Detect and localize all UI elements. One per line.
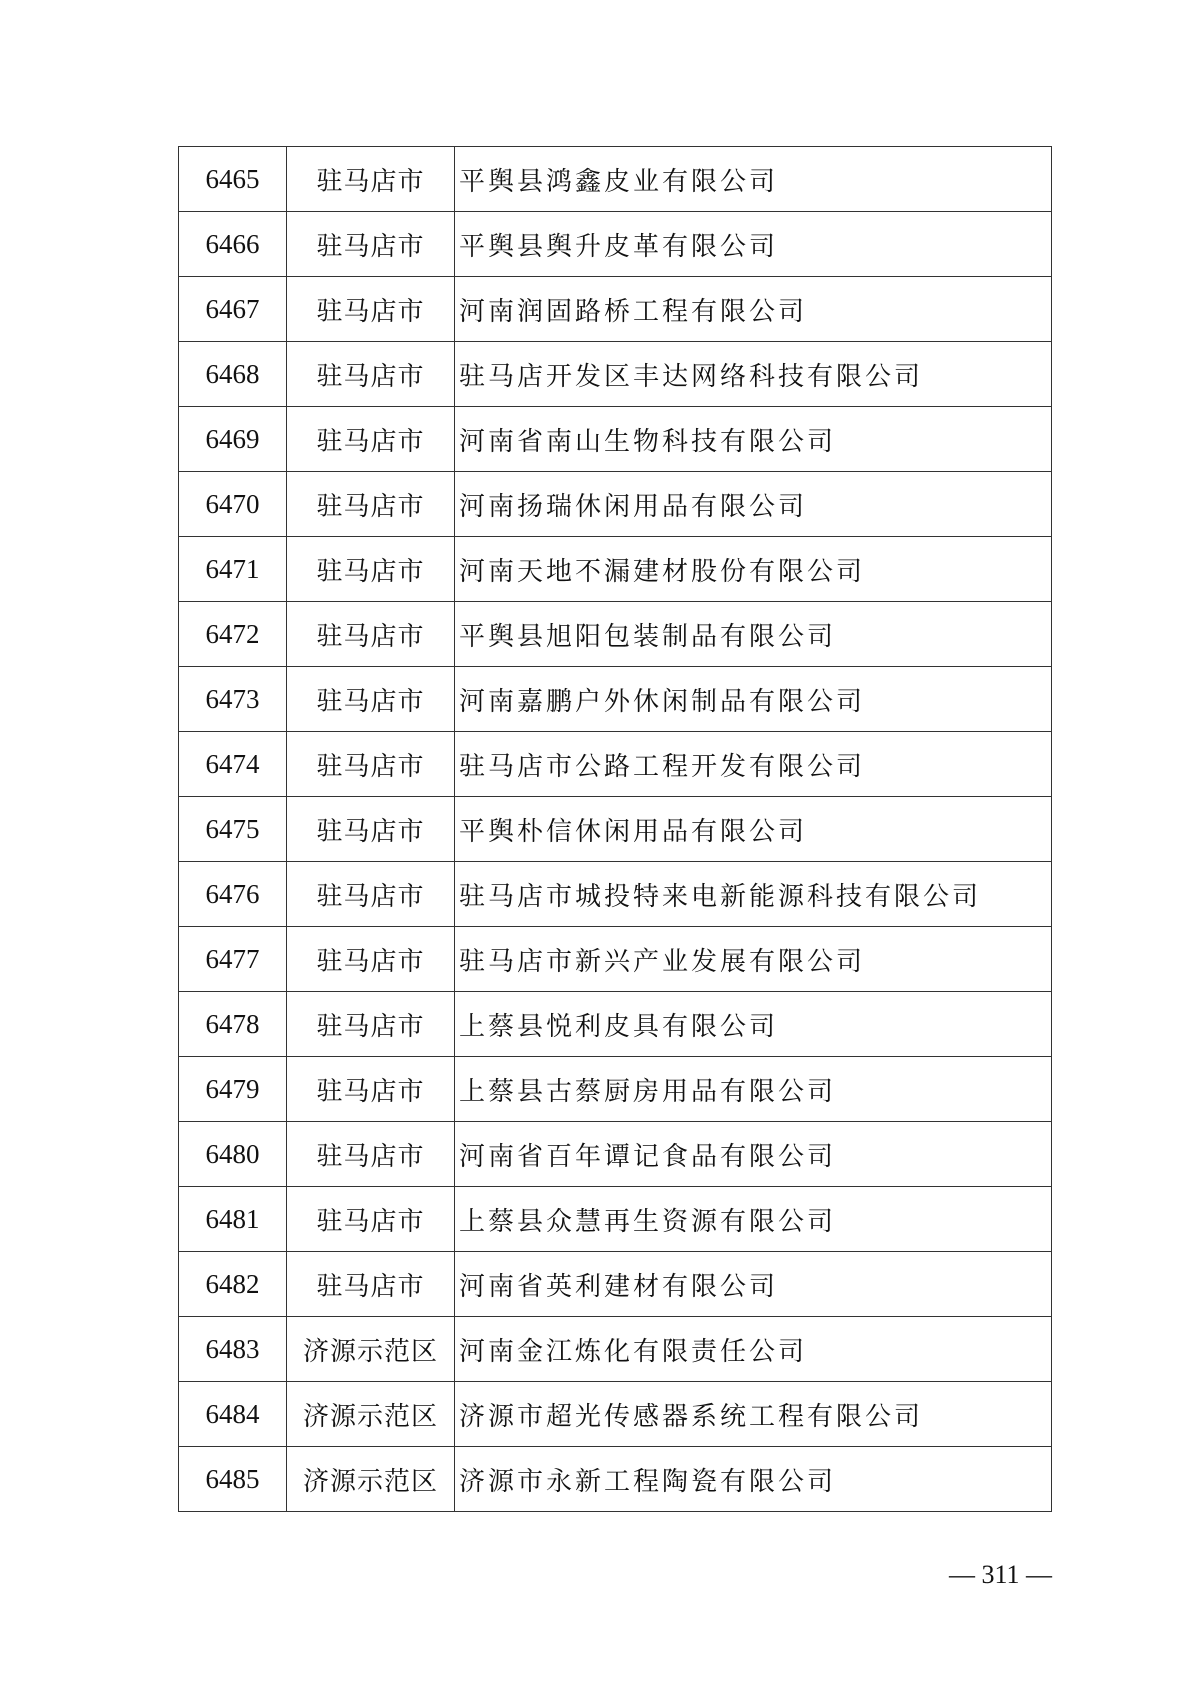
row-number: 6481 xyxy=(179,1187,287,1252)
table-row xyxy=(179,667,1052,732)
row-company: 上蔡县众慧再生资源有限公司 xyxy=(455,1187,1052,1252)
row-number: 6474 xyxy=(179,732,287,797)
table-row xyxy=(179,797,1052,862)
row-number: 6483 xyxy=(179,1317,287,1382)
table-row xyxy=(179,1317,1052,1382)
row-number: 6467 xyxy=(179,277,287,342)
row-city: 驻马店市 xyxy=(287,797,455,862)
row-number: 6480 xyxy=(179,1122,287,1187)
row-company: 平舆朴信休闲用品有限公司 xyxy=(455,797,1052,862)
table-row xyxy=(179,1057,1052,1122)
row-city: 驻马店市 xyxy=(287,1187,455,1252)
row-number: 6471 xyxy=(179,537,287,602)
table-row xyxy=(179,1252,1052,1317)
row-city: 驻马店市 xyxy=(287,992,455,1057)
row-city: 驻马店市 xyxy=(287,147,455,212)
row-city: 驻马店市 xyxy=(287,277,455,342)
page-number: — 311 — xyxy=(948,1560,1052,1589)
row-company: 驻马店开发区丰达网络科技有限公司 xyxy=(455,342,1052,407)
table-row xyxy=(179,992,1052,1057)
row-number: 6469 xyxy=(179,407,287,472)
table-row xyxy=(179,407,1052,472)
row-company: 河南金江炼化有限责任公司 xyxy=(455,1317,1052,1382)
row-number: 6484 xyxy=(179,1382,287,1447)
row-company: 平舆县舆升皮革有限公司 xyxy=(455,212,1052,277)
row-company: 河南省百年谭记食品有限公司 xyxy=(455,1122,1052,1187)
row-number: 6479 xyxy=(179,1057,287,1122)
table-row xyxy=(179,342,1052,407)
row-city: 驻马店市 xyxy=(287,1252,455,1317)
table-row xyxy=(179,1447,1052,1512)
row-company: 河南扬瑞休闲用品有限公司 xyxy=(455,472,1052,537)
row-number: 6472 xyxy=(179,602,287,667)
company-table xyxy=(178,146,1052,1512)
row-city: 驻马店市 xyxy=(287,472,455,537)
row-company: 平舆县鸿鑫皮业有限公司 xyxy=(455,147,1052,212)
row-company: 上蔡县悦利皮具有限公司 xyxy=(455,992,1052,1057)
row-company: 河南润固路桥工程有限公司 xyxy=(455,277,1052,342)
table-row xyxy=(179,927,1052,992)
row-company: 驻马店市新兴产业发展有限公司 xyxy=(455,927,1052,992)
table-row xyxy=(179,862,1052,927)
row-city: 驻马店市 xyxy=(287,927,455,992)
row-number: 6482 xyxy=(179,1252,287,1317)
table-row xyxy=(179,212,1052,277)
row-company: 河南省英利建材有限公司 xyxy=(455,1252,1052,1317)
row-number: 6470 xyxy=(179,472,287,537)
row-city: 济源示范区 xyxy=(287,1382,455,1447)
row-company: 平舆县旭阳包装制品有限公司 xyxy=(455,602,1052,667)
row-company: 河南嘉鹏户外休闲制品有限公司 xyxy=(455,667,1052,732)
row-city: 济源示范区 xyxy=(287,1447,455,1512)
row-city: 驻马店市 xyxy=(287,602,455,667)
table-row xyxy=(179,277,1052,342)
row-number: 6485 xyxy=(179,1447,287,1512)
row-number: 6475 xyxy=(179,797,287,862)
table-row xyxy=(179,537,1052,602)
row-city: 驻马店市 xyxy=(287,862,455,927)
row-city: 济源示范区 xyxy=(287,1317,455,1382)
row-company: 驻马店市公路工程开发有限公司 xyxy=(455,732,1052,797)
row-city: 驻马店市 xyxy=(287,1057,455,1122)
row-number: 6466 xyxy=(179,212,287,277)
row-number: 6465 xyxy=(179,147,287,212)
row-city: 驻马店市 xyxy=(287,732,455,797)
row-city: 驻马店市 xyxy=(287,1122,455,1187)
row-number: 6468 xyxy=(179,342,287,407)
row-number: 6478 xyxy=(179,992,287,1057)
table-row xyxy=(179,472,1052,537)
row-city: 驻马店市 xyxy=(287,212,455,277)
row-company: 上蔡县古蔡厨房用品有限公司 xyxy=(455,1057,1052,1122)
table-row xyxy=(179,1122,1052,1187)
table-row xyxy=(179,1382,1052,1447)
row-city: 驻马店市 xyxy=(287,667,455,732)
row-company: 济源市超光传感器系统工程有限公司 xyxy=(455,1382,1052,1447)
row-city: 驻马店市 xyxy=(287,407,455,472)
table-row xyxy=(179,602,1052,667)
table-row xyxy=(179,147,1052,212)
table-row xyxy=(179,1187,1052,1252)
table-row xyxy=(179,732,1052,797)
row-company: 驻马店市城投特来电新能源科技有限公司 xyxy=(455,862,1052,927)
row-company: 济源市永新工程陶瓷有限公司 xyxy=(455,1447,1052,1512)
row-number: 6476 xyxy=(179,862,287,927)
row-company: 河南省南山生物科技有限公司 xyxy=(455,407,1052,472)
row-number: 6477 xyxy=(179,927,287,992)
row-city: 驻马店市 xyxy=(287,342,455,407)
row-company: 河南天地不漏建材股份有限公司 xyxy=(455,537,1052,602)
row-city: 驻马店市 xyxy=(287,537,455,602)
row-number: 6473 xyxy=(179,667,287,732)
